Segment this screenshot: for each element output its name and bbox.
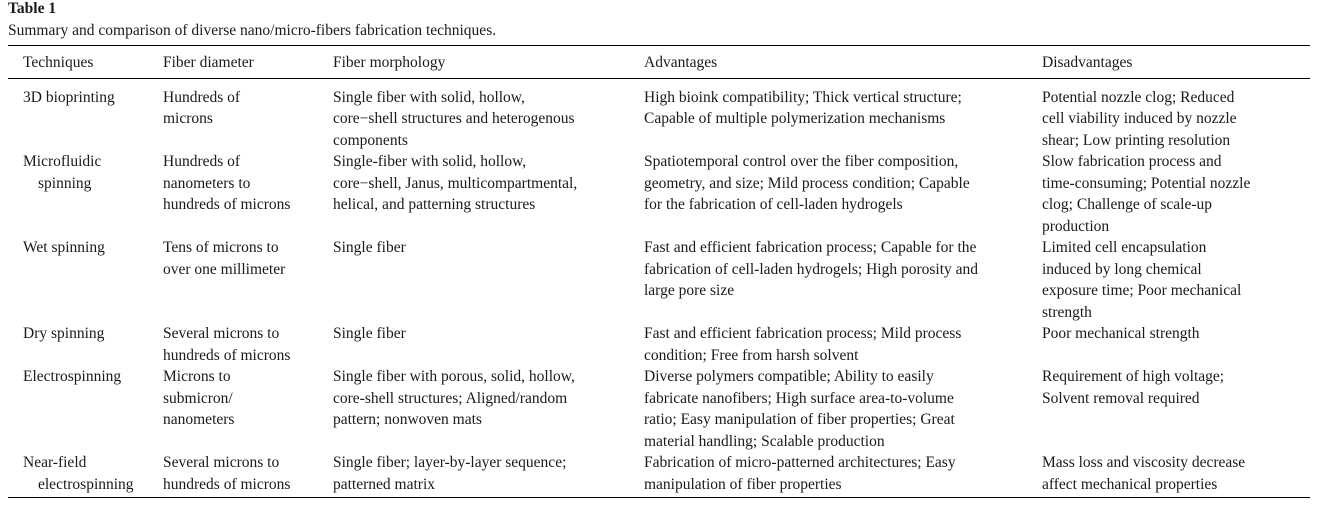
- cell-line: induced by long chemical: [1042, 260, 1202, 278]
- cell-morphology: [333, 78, 644, 151]
- cell-line: Poor mechanical strength: [1042, 325, 1200, 342]
- table-caption: Summary and comparison of diverse nano/micro-fibers fabrication techniques.: [8, 22, 497, 39]
- table-row: [8, 237, 1310, 323]
- cell-line: hundreds of microns: [163, 346, 291, 364]
- cell-line: patterned matrix: [333, 475, 435, 493]
- cell-disadvantages: [1042, 452, 1310, 497]
- cell-disadvantages: [1042, 78, 1310, 151]
- cell-line: nanometers to: [163, 174, 251, 192]
- cell-line: fabricate nanofibers; High surface area-to-volume: [644, 389, 954, 407]
- cell-line: clog; Challenge of scale-up: [1042, 196, 1213, 213]
- cell-diameter: [163, 151, 333, 237]
- cell-line: Fast and efficient fabrication process; Mild process: [644, 325, 962, 342]
- cell-line: Single fiber: [333, 325, 406, 342]
- cell-line: Single fiber: [333, 239, 406, 256]
- cell-line: core−shell structures and heterogenous: [333, 110, 575, 127]
- cell-advantages: [644, 237, 1042, 323]
- cell-line: hundreds of microns: [163, 196, 291, 213]
- table-row: [8, 452, 1310, 497]
- cell-line: core−shell, Janus, multicompartmental,: [333, 174, 578, 192]
- cell-line: condition; Free from harsh solvent: [644, 346, 859, 364]
- cell-line: ratio; Easy manipulation of fiber properties; Great: [644, 411, 955, 428]
- cell-line: hundreds of microns: [163, 475, 291, 493]
- table-label: Table 1: [8, 0, 57, 17]
- cell-disadvantages: [1042, 366, 1310, 452]
- cell-line: material handling; Scalable production: [644, 432, 885, 450]
- cell-diameter: [163, 452, 333, 497]
- cell-technique: [8, 151, 163, 237]
- cell-line: large pore size: [644, 282, 735, 299]
- cell-line: geometry, and size; Mild process condition; Capable: [644, 174, 970, 192]
- cell-line: Mass loss and viscosity decrease: [1042, 454, 1246, 471]
- cell-line: fabrication of cell-laden hydrogels; High porosity and: [644, 260, 979, 278]
- cell-advantages: [644, 366, 1042, 452]
- cell-line: Single-fiber with solid, hollow,: [333, 153, 527, 170]
- cell-line: Slow fabrication process and: [1042, 153, 1222, 170]
- cell-line: Fast and efficient fabrication process; Capable for the: [644, 239, 977, 256]
- cell-diameter: [163, 237, 333, 323]
- cell-line: spinning: [38, 174, 92, 192]
- table-row: [8, 366, 1310, 452]
- cell-line: Wet spinning: [23, 239, 105, 256]
- cell-technique: [8, 237, 163, 323]
- cell-morphology: [333, 237, 644, 323]
- table-row: [8, 151, 1310, 237]
- cell-line: Potential nozzle clog; Reduced: [1042, 88, 1235, 106]
- cell-diameter: [163, 323, 333, 366]
- table-row: [8, 78, 1310, 151]
- cell-line: over one millimeter: [163, 260, 286, 278]
- cell-diameter: [163, 78, 333, 151]
- header-advantages: Advantages: [644, 46, 1042, 78]
- cell-line: electrospinning: [38, 475, 134, 493]
- cell-line: Microfluidic: [23, 153, 102, 170]
- cell-advantages: [644, 452, 1042, 497]
- cell-line: Dry spinning: [23, 325, 105, 342]
- cell-line: Fabrication of micro-patterned architectures; Easy: [644, 454, 956, 471]
- cell-line: 3D bioprinting: [23, 88, 115, 106]
- cell-morphology: [333, 366, 644, 452]
- header-fiber-diameter: Fiber diameter: [163, 46, 333, 78]
- cell-line: manipulation of fiber properties: [644, 475, 842, 493]
- cell-line: strength: [1042, 303, 1092, 321]
- cell-line: microns: [163, 110, 213, 127]
- cell-line: shear; Low printing resolution: [1042, 131, 1231, 149]
- cell-line: Capable of multiple polymerization mechanisms: [644, 110, 946, 127]
- cell-line: Requirement of high voltage;: [1042, 368, 1225, 385]
- cell-line: Diverse polymers compatible; Ability to easily: [644, 368, 934, 385]
- cell-technique: [8, 366, 163, 452]
- header-fiber-morphology: Fiber morphology: [333, 46, 644, 78]
- cell-line: Several microns to: [163, 454, 280, 471]
- cell-line: Spatiotemporal control over the fiber composition,: [644, 153, 959, 170]
- cell-line: High bioink compatibility; Thick vertical structure;: [644, 88, 962, 106]
- cell-line: Several microns to: [163, 325, 280, 342]
- cell-morphology: [333, 151, 644, 237]
- cell-line: pattern; nonwoven mats: [333, 411, 482, 428]
- table-figure: [8, 0, 1310, 498]
- header-row: [8, 46, 1310, 78]
- cell-line: components: [333, 131, 408, 149]
- cell-line: submicron/: [163, 389, 233, 407]
- cell-diameter: [163, 366, 333, 452]
- cell-line: cell viability induced by nozzle: [1042, 110, 1237, 127]
- cell-technique: [8, 452, 163, 497]
- table-row: [8, 323, 1310, 366]
- cell-line: time-consuming; Potential nozzle: [1042, 174, 1251, 192]
- cell-line: core-shell structures; Aligned/random: [333, 389, 568, 407]
- cell-line: Single fiber with solid, hollow,: [333, 88, 525, 106]
- cell-line: Tens of microns to: [163, 239, 279, 256]
- cell-line: helical, and patterning structures: [333, 196, 536, 213]
- header-disadvantages: Disadvantages: [1042, 46, 1310, 78]
- cell-line: exposure time; Poor mechanical: [1042, 282, 1242, 299]
- comparison-table: [8, 46, 1310, 497]
- cell-line: Microns to: [163, 368, 231, 385]
- cell-advantages: [644, 151, 1042, 237]
- cell-advantages: [644, 78, 1042, 151]
- cell-line: Single fiber with porous, solid, hollow,: [333, 368, 575, 385]
- cell-line: Near-field: [23, 454, 87, 471]
- cell-line: nanometers: [163, 411, 235, 428]
- cell-line: Hundreds of: [163, 88, 241, 106]
- cell-line: Hundreds of: [163, 153, 241, 170]
- cell-line: Limited cell encapsulation: [1042, 239, 1207, 256]
- cell-advantages: [644, 323, 1042, 366]
- cell-technique: [8, 78, 163, 151]
- cell-technique: [8, 323, 163, 366]
- cell-morphology: [333, 452, 644, 497]
- cell-line: Single fiber; layer-by-layer sequence;: [333, 454, 567, 471]
- cell-line: production: [1042, 217, 1110, 235]
- header-techniques: Techniques: [8, 46, 163, 78]
- cell-line: affect mechanical properties: [1042, 475, 1218, 493]
- cell-line: Electrospinning: [23, 368, 122, 385]
- cell-line: Solvent removal required: [1042, 389, 1200, 407]
- cell-disadvantages: [1042, 151, 1310, 237]
- bottom-rule: [8, 497, 1310, 498]
- cell-disadvantages: [1042, 323, 1310, 366]
- cell-disadvantages: [1042, 237, 1310, 323]
- cell-morphology: [333, 323, 644, 366]
- cell-line: for the fabrication of cell-laden hydrogels: [644, 196, 903, 213]
